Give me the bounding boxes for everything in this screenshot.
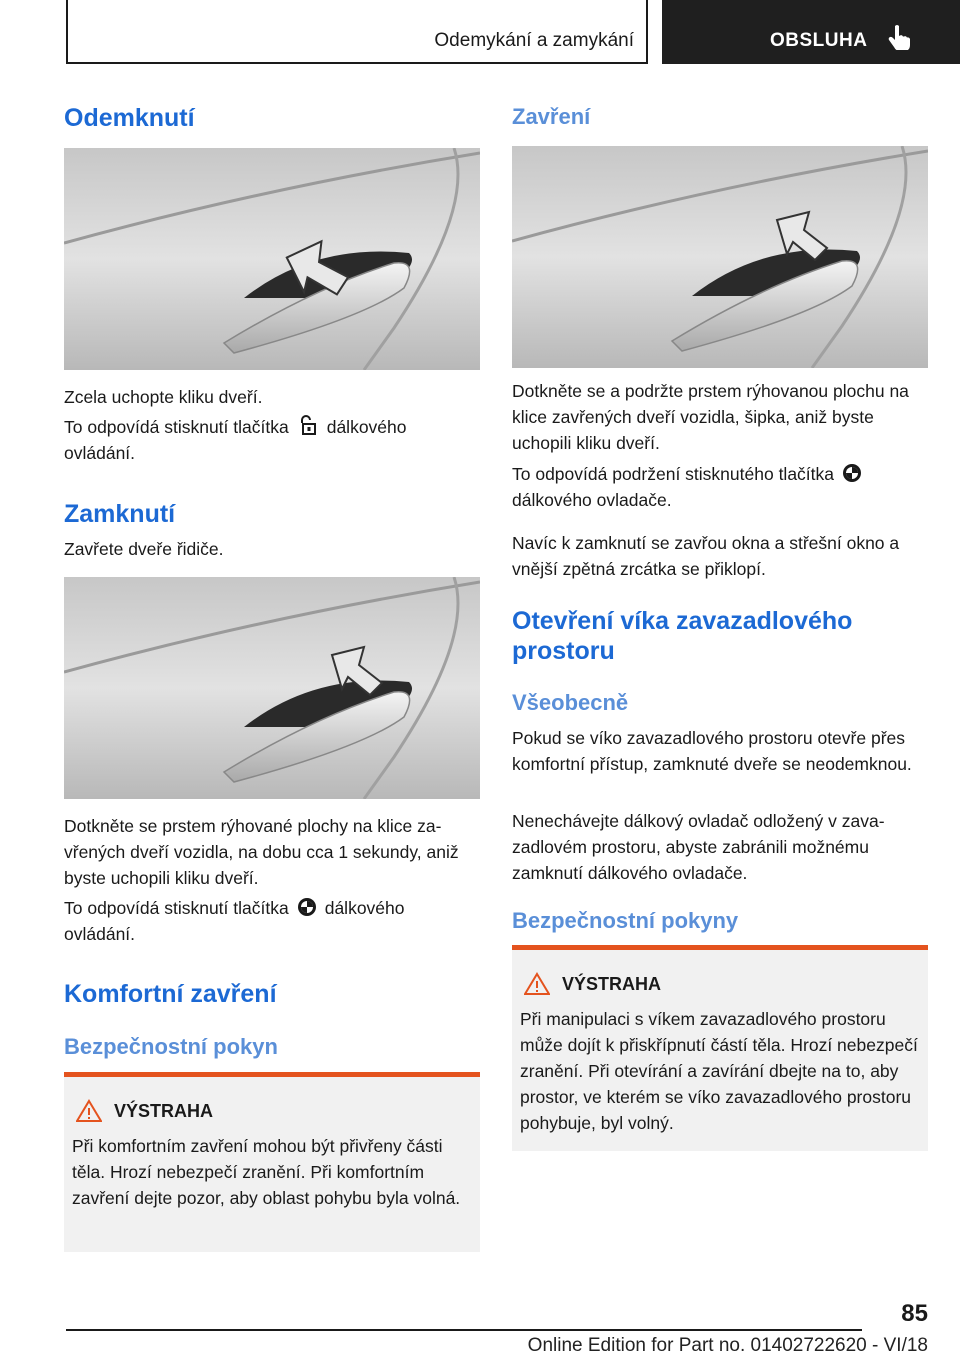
warning-triangle-icon [76,1099,102,1123]
comfort-close-heading: Komfortní zavření [64,980,277,1008]
header-section-box [66,0,648,64]
lock-paragraph-1: Zavřete dveře řidiče. [64,539,224,559]
right-warning-box [512,945,928,1151]
general-paragraph-2: Nenechávejte dálkový ovladač odložený v zavazadlovém prostoru, abyste zabránili možnému zamknutí dálkového ovladače. [512,811,885,883]
lock-paragraph-2: Dotkněte se prstem rýhované plochy na klice zavřených dveří vozidla, na dobu cca 1 sekundy, aniž byste uchopili kliku dveří. [64,816,459,888]
footer-edition: Online Edition for Part no. 01402722620 - VI/18 [527,1335,928,1356]
right-warning-text: Při manipulaci s víkem zavazadlového prostoru může dojít k přiskřípnutí částí těla. Hrozí nebezpečí zranění. Při otevírání a zavírání dbejte na to, aby prostor, ve kterém se víko zavazadlového prostoru pohybuje, byl volný. [520,1009,918,1133]
bmw-key-icon [297,897,317,917]
left-warning-text: Při komfortním zavření mohou být přivřeny části těla. Hrozí nebezpečí zranění. Při komfortním zavření dejte pozor, aby oblast pohybu byla volná. [72,1136,461,1208]
door-handle-close-image [512,146,928,368]
header-section-title: Odemykání a zamykání [434,30,634,51]
unlock-paragraph-2 [64,414,480,466]
trunk-heading: Otevření víka zavazadlového prostoru [512,607,853,665]
close-paragraph-2-end: dálkového ovladače. [512,490,672,510]
close-paragraph-2 [512,461,928,513]
header-chapter-tab [662,0,960,64]
lock-paragraph-3-start: To odpovídá stisknutí tlačítka [64,898,289,918]
header-chapter-label: OBSLUHA [770,30,868,51]
close-heading: Zavření [512,104,591,129]
door-handle-unlock-image [64,148,480,370]
hand-pointer-icon [888,24,910,50]
door-handle-lock-image [64,577,480,799]
footer-divider [66,1329,862,1331]
right-warning-title: VÝSTRAHA [562,974,662,994]
right-safety-heading: Bezpečnostní pokyny [512,908,739,933]
page-number: 85 [901,1300,928,1327]
left-safety-heading: Bezpečnostní pokyn [64,1034,278,1059]
close-paragraph-1: Dotkněte se a podržte prstem rýhovanou plochu na klice zavřených dveří vozidla, šipka, aniž byste uchopili kliku dveří. [512,381,909,453]
close-paragraph-2-start: To odpovídá podržení stisknutého tlačítka [512,464,835,484]
bmw-key-icon [842,463,862,483]
left-warning-box [64,1072,480,1252]
unlock-heading: Odemknutí [64,104,195,132]
warning-triangle-icon [524,972,550,996]
unlock-paragraph-2-end: dálkového ovládání. [64,417,407,463]
lock-paragraph-3-end: dálkového ovládání. [64,898,405,944]
left-warning-title: VÝSTRAHA [114,1101,214,1121]
lock-heading: Zamknutí [64,500,176,528]
close-paragraph-3: Navíc k zamknutí se zavřou okna a střešní okno a vnější zpětná zrcátka se přiklopí. [512,533,900,579]
unlock-paragraph-2-start: To odpovídá stisknutí tlačítka [64,417,289,437]
unlock-paragraph-1: Zcela uchopte kliku dveří. [64,387,263,407]
general-paragraph-1: Pokud se víko zavazadlového prostoru otevře přes komfortní přístup, zamknuté dveře se neodemknou. [512,728,912,774]
unlock-padlock-icon [297,414,319,436]
general-heading: Všeobecně [512,690,629,715]
lock-paragraph-3 [64,895,480,947]
